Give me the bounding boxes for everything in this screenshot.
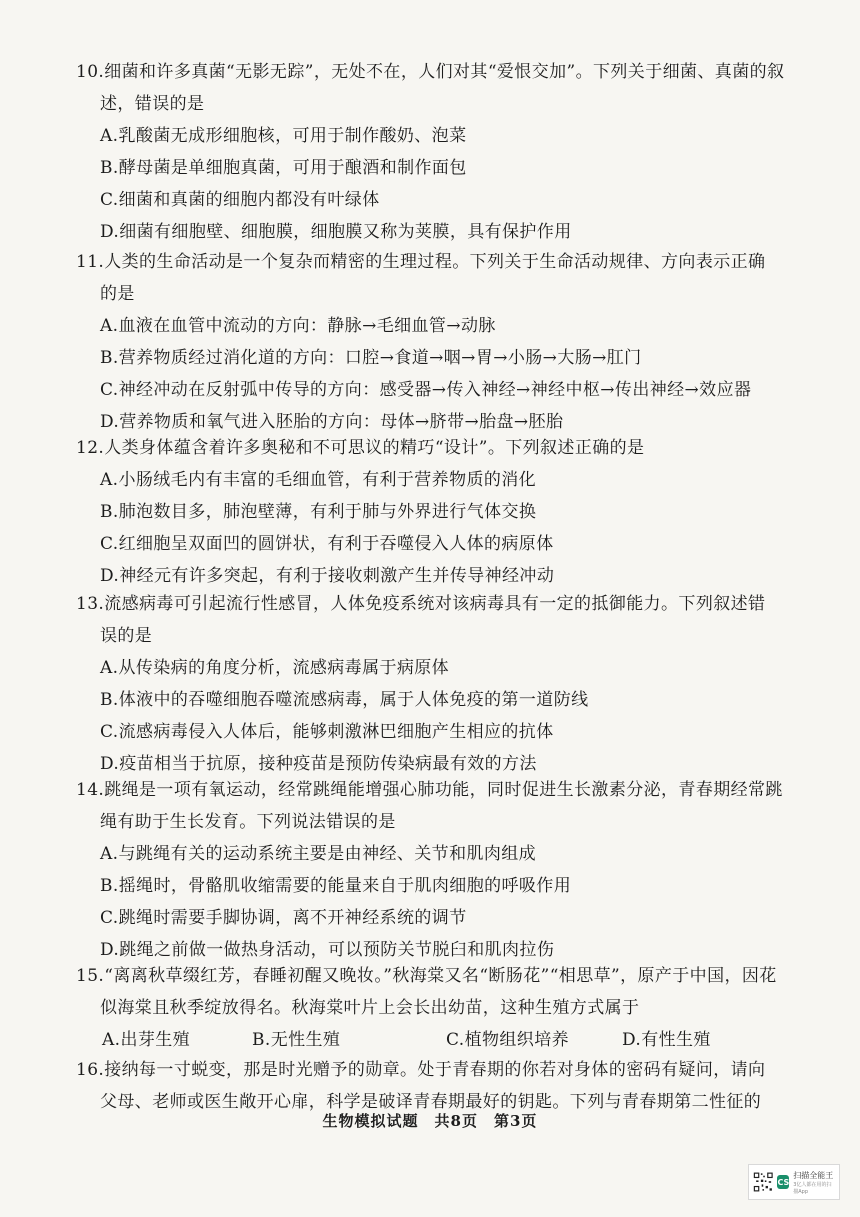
option-b: B.体液中的吞噬细胞吞噬流感病毒，属于人体免疫的第一道防线 <box>100 690 589 710</box>
question-stem: 的是 <box>100 284 135 304</box>
option-c: C.跳绳时需要手脚协调，离不开神经系统的调节 <box>100 908 467 928</box>
option-d: D.营养物质和氧气进入胚胎的方向：母体→脐带→胎盘→胚胎 <box>100 412 564 432</box>
option-a: A.乳酸菌无成形细胞核，可用于制作酸奶、泡菜 <box>100 126 467 146</box>
option-c: C.细菌和真菌的细胞内都没有叶绿体 <box>100 190 380 210</box>
option-c: C.红细胞呈双面凹的圆饼状，有利于吞噬侵入人体的病原体 <box>100 534 554 554</box>
question-11 <box>76 246 796 438</box>
option-b: B.肺泡数目多，肺泡壁薄，有利于肺与外界进行气体交换 <box>100 502 537 522</box>
watermark-subtitle: 3亿人都在用的扫描App <box>793 1181 832 1195</box>
option-b: B.摇绳时，骨骼肌收缩需要的能量来自于肌肉细胞的呼吸作用 <box>100 876 572 896</box>
question-stem: 13.流感病毒可引起流行性感冒，人体免疫系统对该病毒具有一定的抵御能力。下列叙述错 <box>76 594 766 614</box>
scanner-watermark <box>748 1164 840 1200</box>
option-a: A.与跳绳有关的运动系统主要是由神经、关节和肌肉组成 <box>100 844 537 864</box>
option-a: A.出芽生殖 <box>102 1030 191 1050</box>
watermark-title: 扫描全能王 <box>793 1170 834 1180</box>
question-stem: 10.细菌和许多真菌“无影无踪”，无处不在，人们对其“爱恨交加”。下列关于细菌、真菌的叙 <box>76 62 785 82</box>
question-stem: 似海棠且秋季绽放得名。秋海棠叶片上会长出幼苗，这种生殖方式属于 <box>100 998 640 1018</box>
question-stem: 12.人类身体蕴含着许多奥秘和不可思议的精巧“设计”。下列叙述正确的是 <box>76 438 645 458</box>
option-a: A.小肠绒毛内有丰富的毛细血管，有利于营养物质的消化 <box>100 470 537 490</box>
question-15 <box>76 960 796 1056</box>
option-d: D.跳绳之前做一做热身活动，可以预防关节脱臼和肌肉拉伤 <box>100 940 555 960</box>
option-b: B.营养物质经过消化道的方向：口腔→食道→咽→胃→小肠→大肠→肛门 <box>100 348 642 368</box>
question-12 <box>76 432 796 592</box>
option-a: A.血液在血管中流动的方向：静脉→毛细血管→动脉 <box>100 316 496 336</box>
question-10 <box>76 56 796 248</box>
question-stem: 绳有助于生长发育。下列说法错误的是 <box>100 812 396 832</box>
option-row <box>76 1024 796 1056</box>
question-stem: 述，错误的是 <box>100 94 205 114</box>
question-13 <box>76 588 796 780</box>
option-b: B.无性生殖 <box>252 1030 341 1050</box>
option-c: C.流感病毒侵入人体后，能够刺激淋巴细胞产生相应的抗体 <box>100 722 554 742</box>
question-stem: 父母、老师或医生敞开心扉，科学是破译青春期最好的钥匙。下列与青春期第二性征的 <box>100 1092 762 1112</box>
question-16 <box>76 1054 796 1118</box>
option-d: D.疫苗相当于抗原，接种疫苗是预防传染病最有效的方法 <box>100 754 537 774</box>
option-b: B.酵母菌是单细胞真菌，可用于酿酒和制作面包 <box>100 158 467 178</box>
page-footer: 生物模拟试题 共8页 第3页 <box>322 1112 538 1130</box>
question-stem: 16.接纳每一寸蜕变，那是时光赠予的勋章。处于青春期的你若对身体的密码有疑问，请向 <box>76 1060 766 1080</box>
option-d: D.有性生殖 <box>622 1030 711 1050</box>
question-stem: 11.人类的生命活动是一个复杂而精密的生理过程。下列关于生命活动规律、方向表示正确 <box>76 252 766 272</box>
option-c: C.植物组织培养 <box>446 1030 570 1050</box>
camscanner-logo-icon: CS <box>777 1175 789 1189</box>
option-d: D.细菌有细胞壁、细胞膜，细胞膜又称为荚膜，具有保护作用 <box>100 222 572 242</box>
question-14 <box>76 774 796 966</box>
option-d: D.神经元有许多突起，有利于接收刺激产生并传导神经冲动 <box>100 566 555 586</box>
question-stem: 误的是 <box>100 626 153 646</box>
option-a: A.从传染病的角度分析，流感病毒属于病原体 <box>100 658 450 678</box>
question-stem: 15.“离离秋草缀红芳，春睡初醒又晚妆。”秋海棠又名“断肠花”“相思草”，原产于中国，因花 <box>76 966 777 986</box>
option-c: C.神经冲动在反射弧中传导的方向：感受器→传入神经→神经中枢→传出神经→效应器 <box>100 380 752 400</box>
question-stem: 14.跳绳是一项有氧运动，经常跳绳能增强心肺功能，同时促进生长激素分泌，青春期经常跳 <box>76 780 783 800</box>
watermark-text <box>793 1170 835 1195</box>
qr-code-icon <box>753 1169 773 1195</box>
